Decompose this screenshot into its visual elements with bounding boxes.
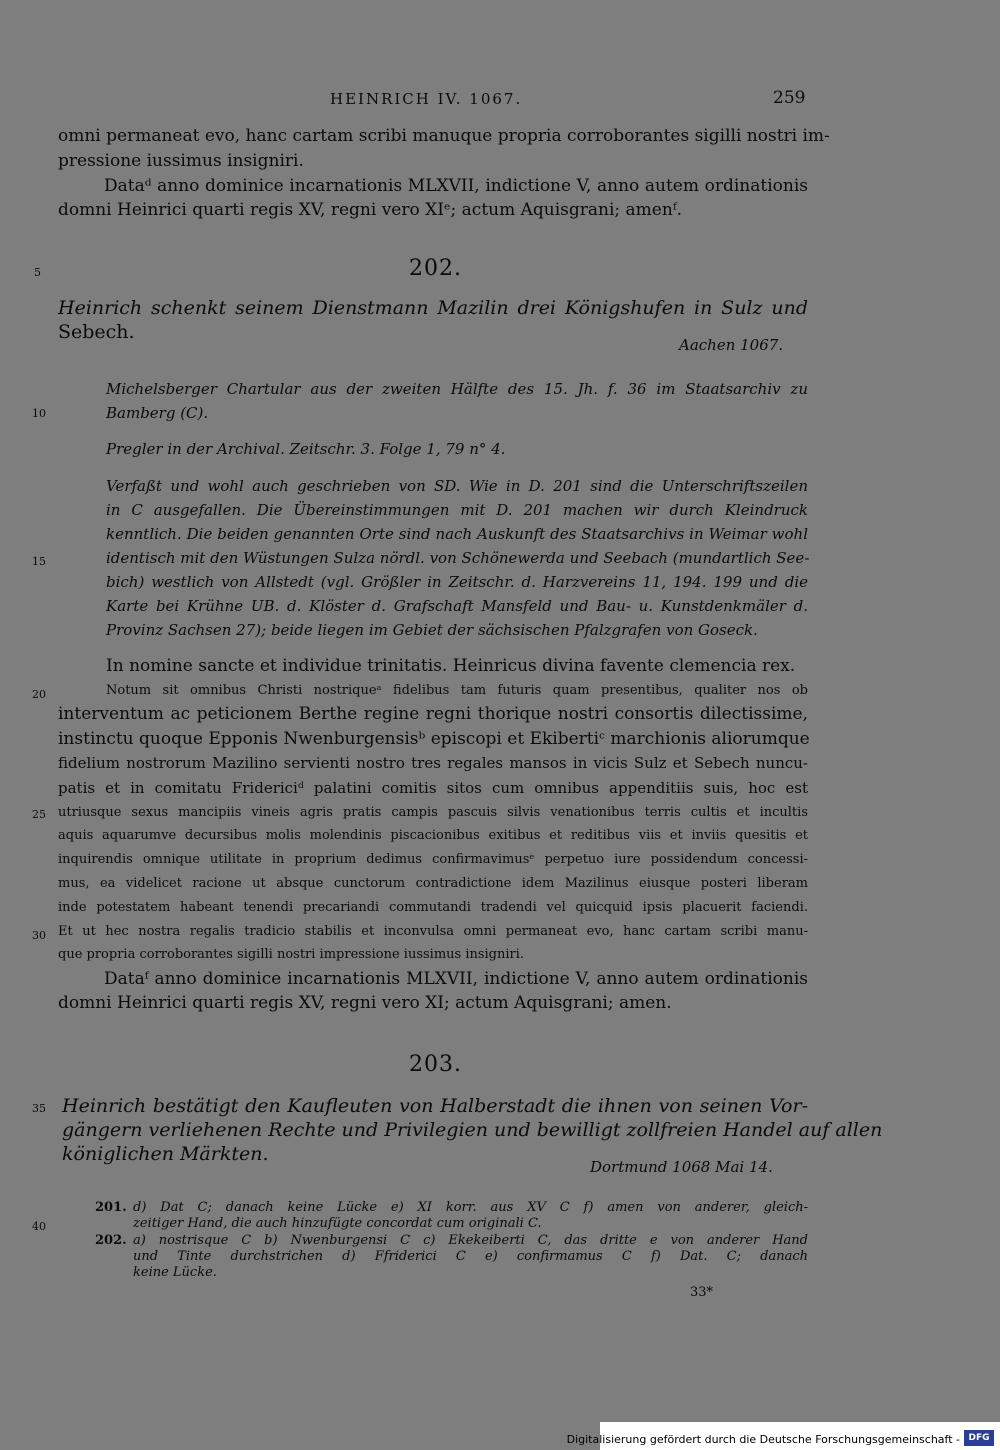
line-number: 10 [32,407,46,420]
line-number: 20 [32,688,46,701]
footnote-line: zeitiger Hand, die auch hinzufügte concordat cum originali C. [133,1216,542,1231]
charter-line: In nomine sancte et individue trinitatis. Heinricus divina favente clemencia rex. [106,656,796,676]
charter-line: domni Heinrici quarti regis XV, regni vero XI; actum Aquisgrani; amen. [58,993,672,1013]
footnote-line: und Tinte durchstrichen d) Ffriderici C e) confirmamus C f) Dat. C; danach [133,1249,808,1264]
note-line: kenntlich. Die beiden genannten Orte sind nach Auskunft des Staatsarchivs in Weimar wohl [106,525,808,543]
line-number: 35 [32,1102,46,1115]
signature-mark: 33* [690,1285,714,1300]
footnote-label: 202. [95,1233,127,1248]
document-title: Sebech. [58,321,135,343]
charter-line: utriusque sexus mancipiis vineis agris pratis campis pascuis silvis venationibus terris cultis et incultis [58,805,808,820]
text-line: Dataᵈ anno dominice incarnationis MLXVII, indictione V, anno autem ordinationis [104,176,808,196]
charter-line: inquirendis omnique utilitate in proprium dedimus confirmavimusᵉ perpetuo iure possidendum concessi- [58,852,808,867]
footer-text: Digitalisierung gefördert durch die Deutsche Forschungsgemeinschaft - [566,1433,960,1446]
footnote-line: keine Lücke. [133,1265,217,1280]
running-title: HEINRICH IV. 1067. [330,90,523,108]
charter-line: aquis aquarumve decursibus molis molendinis piscacionibus exitibus et reditibus viis et inviis quesitis et [58,828,808,843]
charter-line: inde potestatem habeant tenendi precariandi commutandi tradendi vel quicquid ipsis placuerit faciendi. [58,900,808,915]
document-title: Heinrich bestätigt den Kaufleuten von Halberstadt die ihnen von seinen Vor- [62,1095,808,1117]
line-number: 15 [32,555,46,568]
document-title: gängern verliehenen Rechte und Privilegien und bewilligt zollfreien Handel auf allen [62,1119,883,1141]
charter-line: Dataᶠ anno dominice incarnationis MLXVII, indictione V, anno autem ordinationis [104,969,808,989]
charter-line: patis et in comitatu Fridericiᵈ palatini comitis sitos cum omnibus appenditiis suis, hoc est [58,779,808,797]
document-title: Heinrich schenkt seinem Dienstmann Mazilin drei Königshufen in Sulz und [58,297,808,319]
document-number: 202. [409,256,462,281]
note-line: bich) westlich von Allstedt (vgl. Größler in Zeitschr. d. Harzvereins 11, 194. 199 und die [106,573,808,591]
note-line: identisch mit den Wüstungen Sulza nördl. von Schönewerda und Seebach (mundartlich See- [106,549,810,567]
page-number: 259 [773,88,806,108]
note-line: Verfaßt und wohl auch geschrieben von SD. Wie in D. 201 sind die Unterschriftszeilen [106,477,808,495]
charter-line: instinctu quoque Epponis Nwenburgensisᵇ episcopi et Ekibertiᶜ marchionis aliorumque [58,729,810,749]
footnote-line: a) nostrisque C b) Nwenburgensi C c) Ekekeiberti C, das dritte e von anderer Hand [133,1233,808,1248]
footnote-line: d) Dat C; danach keine Lücke e) XI korr. aus XV C f) amen von anderer, gleich- [133,1200,808,1215]
charter-line: interventum ac peticionem Berthe regine regni thorique nostri consortis dilectissime, [58,704,808,724]
line-number: 30 [32,929,46,942]
note-line: in C ausgefallen. Die Übereinstimmungen mit D. 201 machen wir durch Kleindruck [106,501,808,519]
charter-line: que propria corroborantes sigilli nostri impressione iussimus insigniri. [58,947,525,962]
charter-line: mus, ea videlicet racione ut absque cunctorum contradictione idem Mazilinus eiusque posteri liberam [58,876,808,891]
source-line: Michelsberger Chartular aus der zweiten Hälfte des 15. Jh. f. 36 im Staatsarchiv zu [106,380,808,398]
source-line: Bamberg (C). [106,404,209,422]
text-line: pressione iussimus insigniri. [58,151,304,171]
edition-line: Pregler in der Archival. Zeitschr. 3. Folge 1, 79 n° 4. [106,440,506,458]
dfg-logo-icon[interactable]: DFG [964,1430,994,1446]
footnote-label: 201. [95,1200,127,1215]
document-title: königlichen Märkten. [62,1143,269,1165]
charter-line: Et ut hec nostra regalis tradicio stabilis et inconvulsa omni permaneat evo, hanc cartam scribi manu- [58,924,808,939]
place-date: Aachen 1067. [679,336,784,354]
text-line: domni Heinrici quarti regis XV, regni vero XIᵉ; actum Aquisgrani; amenᶠ. [58,200,682,220]
line-number: 5 [34,266,41,279]
charter-line: Notum sit omnibus Christi nostriqueᵃ fidelibus tam futuris quam presentibus, qualiter nos ob [106,683,808,698]
document-number: 203. [409,1052,462,1077]
line-number: 25 [32,808,46,821]
text-line: omni permaneat evo, hanc cartam scribi manuque propria corroborantes sigilli nostri im- [58,126,830,146]
charter-line: fidelium nostrorum Mazilino servienti nostro tres regales mansos in vicis Sulz et Sebech nuncu- [58,754,808,772]
note-line: Karte bei Krühne UB. d. Klöster d. Grafschaft Mansfeld und Bau- u. Kunstdenkmäler d. [106,597,808,615]
note-line: Provinz Sachsen 27); beide liegen im Gebiet der sächsischen Pfalzgrafen von Goseck. [106,621,758,639]
place-date: Dortmund 1068 Mai 14. [590,1158,773,1176]
line-number: 40 [32,1220,46,1233]
